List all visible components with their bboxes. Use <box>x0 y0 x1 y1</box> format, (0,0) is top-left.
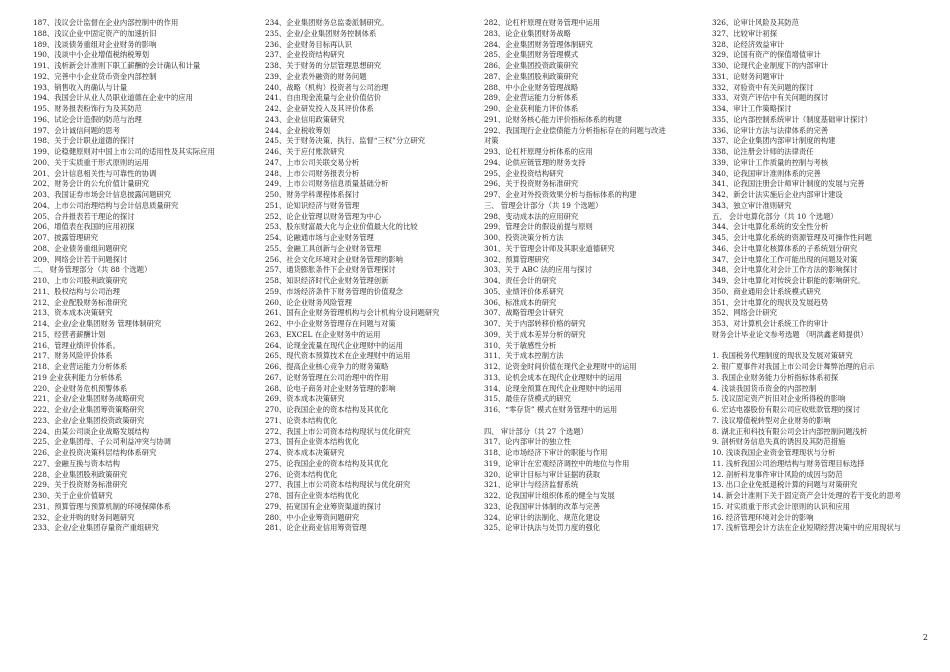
list-item: 303、关于 ABC 法的应用与探讨 <box>484 265 592 275</box>
list-item: 264、论现金流量在现代企业理财中的运用 <box>265 340 403 350</box>
list-item: 204、上市公司治理结构与会计信息质量研究 <box>33 200 179 210</box>
list-item: 194、我国会计从业人员职业道德在企业中的应用 <box>33 93 193 103</box>
list-item: 197、会计诚信问题的思考 <box>33 125 120 135</box>
list-item: 254、论融通市场与企业财务管理 <box>265 233 374 242</box>
list-item: 二、 财务管理部分（共 88 个选题） <box>33 265 152 275</box>
list-item: 327、比较审计初探 <box>712 28 778 38</box>
list-item: 289、企业营运能力分析体系 <box>484 93 579 103</box>
list-item: 328、论经济效益审计 <box>712 39 785 49</box>
list-item: 269、资本成本决策研究 <box>265 394 345 404</box>
list-item: 7. 浅议增值税转型对企业财务的影响 <box>712 415 831 425</box>
list-item: 346、会计电算化核算体系的子系统划分研究 <box>712 243 858 253</box>
list-item: 对策 <box>484 136 499 146</box>
list-item: 339、论审计工作质量的控制与考核 <box>712 157 829 167</box>
list-item: 271、论资本结构优化 <box>265 415 338 425</box>
list-item: 212、企业配股财务标准研究 <box>33 297 128 307</box>
list-item: 280、中小企业筹资问题研究 <box>265 512 360 522</box>
page-number: 2 <box>922 633 928 642</box>
list-item: 279、拓宽国有企业筹资渠道的探讨 <box>265 501 382 511</box>
list-item: 196、试论会计造假的防范与治理 <box>33 114 142 124</box>
list-item: 266、提高企业核心竞争力的财务策略 <box>265 362 389 371</box>
list-item: 231、预算管理与预算机制的环境保障体系 <box>33 501 171 511</box>
list-item: 294、论供应链管理的财务支持 <box>484 157 586 167</box>
list-item: 311、关于成本控制方法 <box>484 351 564 361</box>
list-item: 9. 剖析财务信息失真的诱因及其防范措施 <box>712 437 846 447</box>
list-item: 11. 浅析我国公司治理结构与财务管理目标选择 <box>712 458 865 468</box>
list-item: 222、企业/企业集团筹资策略研究 <box>33 405 145 414</box>
list-item: 218、企业营运能力分析体系 <box>33 362 128 371</box>
list-item: 207、披露管理研究 <box>33 233 99 242</box>
list-item: 342、新会计法实施后企业内部审计建设 <box>712 190 843 199</box>
list-item: 203、我国证券市场会计信息披露问题研究 <box>33 190 171 199</box>
list-item: 283、论企业集团财务战略 <box>484 28 571 38</box>
list-item: 210、上市公司股利政策研究 <box>33 276 128 285</box>
list-item: 229、关于投资财务标准研究 <box>33 480 128 490</box>
list-item: 253、股东财富最大化与企业价值最大化的比较 <box>265 222 418 232</box>
list-item: 284、企业集团财务管理体制研究 <box>484 39 593 49</box>
list-item: 230、关于企业价值研究 <box>33 491 113 500</box>
list-item: 299、管理会计的假设前提与原则 <box>484 222 593 232</box>
list-item: 290、企业获利能力评价体系 <box>484 104 579 113</box>
list-item: 313、论机会成本在现代企业理财中的运用 <box>484 372 622 382</box>
list-item: 319、论审计在宏观经济调控中的地位与作用 <box>484 458 630 468</box>
text-column-3 <box>484 18 729 534</box>
list-item: 224、由某公司谈企业战略发展结构 <box>33 426 150 436</box>
list-item: 198、关于会计职业道德的探讨 <box>33 136 135 146</box>
list-item: 261、国有企业财务管理机构与会计机构分设问题研究 <box>265 308 440 318</box>
list-item: 291、论财务核心能力评价指标体系的构建 <box>484 114 622 124</box>
list-item: 272、我国上市公司资本结构现状与优化研究 <box>265 426 411 436</box>
list-item: 312、论资金时间价值在现代企业理财中的运用 <box>484 362 637 371</box>
list-item: 295、企业投资结构研究 <box>484 168 564 178</box>
list-item: 226、企业投资决策科层结构体系研究 <box>33 448 157 457</box>
list-item: 307、战略管理会计研究 <box>484 308 564 318</box>
list-item: 8. 湖北正和科技有限公司会计内部控制问题浅析 <box>712 426 868 436</box>
list-item: 187、浅议会计监督在企业内部控制中的作用 <box>33 18 179 27</box>
list-item: 332、对验资中有关问题的探讨 <box>712 82 814 92</box>
text-column-4 <box>712 18 944 534</box>
list-item: 四、 审计部分（共 27 个选题） <box>484 426 588 436</box>
list-item: 248、上市公司财务报表分析 <box>265 168 360 178</box>
list-item: 244、企业税收筹划 <box>265 125 331 135</box>
list-item: 17. 浅析管理会计方法在企业短期经营决策中的应用现状与 <box>712 523 902 533</box>
list-item: 188、浅议企业中固定资产的加速折旧 <box>33 28 157 38</box>
list-item: 338、论注册会计师的法律责任 <box>712 147 814 156</box>
list-item: 256、社会文化环境对企业财务管理的影响 <box>265 254 403 264</box>
list-item: 318、论市场经济下审计的职能与作用 <box>484 448 608 457</box>
list-item: 202、财务会计的公允价值计量研究 <box>33 179 150 189</box>
list-item: 325、论审计执法与处罚力度的强化 <box>484 523 601 533</box>
list-item: 236、企业财务目标再认识 <box>265 39 352 49</box>
list-item: 220、企业财务危机预警体系 <box>33 383 128 393</box>
list-item: 225、企业集团母、子公司利益冲突与协调 <box>33 437 171 447</box>
list-item: 352、网络会计研究 <box>712 308 778 318</box>
list-item: 305、业绩评价体系研究 <box>484 286 564 296</box>
list-item: 281、论企业商业信用筹资管理 <box>265 523 367 533</box>
list-item: 287、企业集团股利政策研究 <box>484 71 579 81</box>
list-item: 191、浅析新会计准则下职工薪酬的会计确认和计量 <box>33 61 201 70</box>
list-item: 353、对计算机会计系统工作的审计 <box>712 319 829 328</box>
list-item: 财务会计毕业论文参考选题 （明洪鑫老师提供） <box>712 329 868 339</box>
list-item: 298、变动成本法的应用研究 <box>484 211 579 221</box>
list-item: 201、会计信息相关性与可靠性的协调 <box>33 168 157 178</box>
text-column-2 <box>265 18 490 534</box>
list-item: 239、企业表外融资的财务问题 <box>265 71 367 81</box>
list-item: 341、论我国注册会计师审计制度的发展与完善 <box>712 179 865 189</box>
list-item: 223、企业/企业集团投资政策研究 <box>33 415 145 425</box>
list-item: 211、股权结构与公司治理 <box>33 286 120 296</box>
list-item: 257、通货膨胀条件下企业财务管理探讨 <box>265 265 396 275</box>
list-item: 3. 我国企业财务能力分析指标体系初探 <box>712 372 839 382</box>
list-item: 345、会计电算化系统的资源管理及可操作性问题 <box>712 233 872 242</box>
list-item: 334、审计工作策略探讨 <box>712 104 792 113</box>
list-item: 265、现代资本预算技术在企业理财中的运用 <box>265 351 411 361</box>
list-item: 237、企业投资结构研究 <box>265 50 345 60</box>
list-item: 五、 会计电算化部分（共 10 个选题） <box>712 211 838 221</box>
list-item: 249、上市公司财务信息质量基础分析 <box>265 179 389 189</box>
list-item: 192、完善中小企业货币资金内部控制 <box>33 71 157 81</box>
list-item: 350、商业通用会计系统模式研究 <box>712 286 821 296</box>
text-column-1 <box>33 18 261 534</box>
list-item: 246、关于应付账款研究 <box>265 147 345 156</box>
list-item: 268、论电子商务对企业财务管理的影响 <box>265 383 396 393</box>
list-item: 302、预算管理研究 <box>484 254 550 264</box>
list-item: 263、EXCEL 在企业财务中的运用 <box>265 329 381 339</box>
list-item: 344、会计电算化系统的安全性分析 <box>712 222 829 232</box>
list-item: 215、经营者薪酬计划 <box>33 329 106 339</box>
list-item: 317、论内部审计的独立性 <box>484 437 571 447</box>
list-item: 252、论企业管理以财务管理为中心 <box>265 211 382 221</box>
list-item: 5. 浅议固定资产折旧对企业所得税的影响 <box>712 394 846 404</box>
list-item: 335、论内部控制系统审计（制度基础审计探讨） <box>712 114 872 124</box>
list-item <box>712 341 944 352</box>
list-item: 307、关于内部转移价格的研究 <box>484 319 586 328</box>
list-item: 221、企业/企业集团财务战略研究 <box>33 394 145 404</box>
list-item: 314、论现金预算在现代企业理财中的运用 <box>484 383 622 393</box>
list-item: 320、论审计目标与审计证据的获取 <box>484 469 601 479</box>
list-item: 255、金融工具创新与企业财务管理 <box>265 243 382 253</box>
list-item: 16. 经济管理环境对会计的影响 <box>712 512 814 522</box>
list-item: 三、 管理会计部分（共 19 个选题） <box>484 200 603 210</box>
list-item: 227、金融互换与资本结构 <box>33 458 120 468</box>
list-item: 243、企业信用政策研究 <box>265 114 345 124</box>
list-item: 293、论杠杆原理分析体系的应用 <box>484 147 593 156</box>
list-item: 270、论我国企业的资本结构及其优化 <box>265 405 389 414</box>
list-item: 275、论我国企业的资本结构及其优化 <box>265 458 389 468</box>
list-item: 15. 对实质重于形式会计原则的认识和应用 <box>712 501 850 511</box>
list-item: 13. 出口企业免抵退税计算的问题与对策研究 <box>712 480 858 490</box>
list-item: 304、责任会计的研究 <box>484 276 557 285</box>
list-item: 219 企业获利能力分析体系 <box>33 372 123 382</box>
list-item: 259、市场经济条件下财务管理的价值观念 <box>265 286 403 296</box>
list-item: 323、论我国审计体制的改革与完善 <box>484 501 601 511</box>
list-item: 336、论审计方法与法律体系的完善 <box>712 125 829 135</box>
list-item: 217、财务风险评价体系 <box>33 351 113 361</box>
list-item: 347、会计电算化工作可能出现的问题及对策 <box>712 254 858 264</box>
list-item: 309、关于成本差异分析的研究 <box>484 329 586 339</box>
list-item: 12. 剖析科龙事件审计风险的成因与防范 <box>712 469 843 479</box>
list-item: 235、企业/企业集团财务控制体系 <box>265 28 377 38</box>
list-item: 262、中小企业财务管理存在问题与对策 <box>265 319 396 328</box>
list-item: 315、最佳存货模式的研究 <box>484 394 571 404</box>
list-item: 260、论企业财务风险管理 <box>265 297 352 307</box>
list-item: 209、网络会计若干问题探讨 <box>33 254 128 264</box>
list-item: 206、增值表在我国的应用初探 <box>33 222 135 232</box>
list-item: 306、标准成本的研究 <box>484 297 557 307</box>
list-item: 189、浅谈债务重组对企业财务的影响 <box>33 39 157 49</box>
list-item: 234、企业集团财务总监委派制研究。 <box>265 18 389 27</box>
list-item: 232、企业并购的财务问题研究 <box>33 512 135 522</box>
list-item: 10. 浅谈我国企业资金管理现状与分析 <box>712 448 836 457</box>
list-item: 199、论稳健原则对中国上市公司的适用性及其实际应用 <box>33 147 215 156</box>
list-item: 241、自由现金流量与企业价值估价 <box>265 93 382 103</box>
list-item: 276、论资本结构优化 <box>265 469 338 479</box>
list-item: 240、战略（机构）投资者与公司治理 <box>265 82 389 92</box>
list-item: 310、关于敏感性分析 <box>484 340 557 350</box>
list-item: 321、论审计与经济监督系统 <box>484 480 579 490</box>
list-item: 324、论审计的法制化、规范化建设 <box>484 512 601 522</box>
list-item: 349、会计电算化对传统会计职能的影响研究。 <box>712 276 865 285</box>
list-item: 228、企业集团股利政策研究 <box>33 469 128 479</box>
list-item: 301、关于管理会计师及其职业道德研究 <box>484 243 615 253</box>
list-item: 250、财务学科课程体系探讨 <box>265 190 360 199</box>
list-item: 6. 宏达电器股份有限公司应收账款管理的探讨 <box>712 405 860 414</box>
list-item: 278、国有企业资本结构优化 <box>265 491 360 500</box>
list-item: 277、我国上市公司资本结构现状与优化研究 <box>265 480 411 490</box>
list-item: 1. 我国税务代理制度的现状及发展对策研究 <box>712 351 853 361</box>
list-item: 292、我国现行企业偿债能力分析指标存在的问题与改进 <box>484 125 666 135</box>
list-item: 245、关于财务决策、执行、监督“三权”分立研究 <box>265 136 426 146</box>
list-item: 233、企业/企业集团存量资产重组研究 <box>33 523 159 533</box>
list-item: 282、论杠杆原理在财务管理中运用 <box>484 18 601 27</box>
list-item: 238、关于财务的分层管理思想研究 <box>265 61 382 70</box>
list-item: 337、论企业集团内部审计制度的构建 <box>712 136 836 146</box>
list-item: 274、资本成本决策研究 <box>265 448 345 457</box>
list-item: 297、企业对外投资效果分析与指标体系的构建 <box>484 190 637 199</box>
list-item: 200、关于实质重于形式原则的运用 <box>33 157 150 167</box>
list-item: 330、论现代企业制度下的内部审计 <box>712 61 829 70</box>
list-item: 273、国有企业资本结构优化 <box>265 437 360 447</box>
list-item: 326、论审计风险及其防范 <box>712 18 799 27</box>
list-item: 242、企业研发投入及其评价体系 <box>265 104 374 113</box>
list-item: 4. 浅谈我国货币资金的内部控制 <box>712 383 817 393</box>
list-item: 258、知识经济时代企业财务管理创新 <box>265 276 389 285</box>
list-item: 205、合并报表若干理论的探讨 <box>33 211 135 221</box>
list-item: 267、论财务管理在公司治理中的作用 <box>265 372 389 382</box>
list-item: 216、管理业绩评价体系。 <box>33 340 120 350</box>
list-item: 343、独立审计准则研究 <box>712 200 792 210</box>
list-item: 286、企业集团投资政策研究 <box>484 61 579 70</box>
list-item: 331、论财务问题审计 <box>712 71 785 81</box>
list-item: 214、企业/企业集团财务 管理体制研究 <box>33 319 162 328</box>
list-item: 351、会计电算化的现状及发展趋势 <box>712 297 829 307</box>
list-item: 195、财务报表粉饰行为及其防范 <box>33 104 142 113</box>
list-item: 251、论知识经济与财务管理 <box>265 200 360 210</box>
list-item: 193、销售收入的确认与计量 <box>33 82 128 92</box>
list-item: 213、资本成本决策研究 <box>33 308 113 318</box>
list-item: 340、论我国审计准则体系的完善 <box>712 168 821 178</box>
list-item: 190、浅谈中小企业增值税纳税筹划 <box>33 50 150 60</box>
list-item: 285、企业集团财务管理模式 <box>484 50 579 60</box>
list-item: 296、关于投资财务标准研究 <box>484 179 579 189</box>
list-item: 333、对资产评估中有关问题的探讨 <box>712 93 829 103</box>
list-item: 2. 银广夏事件对我国上市公司会计舞弊治理的启示 <box>712 362 875 371</box>
list-item: 247、上市公司关联交易分析 <box>265 157 360 167</box>
list-item: 329、论国有资产的保值增值审计 <box>712 50 821 60</box>
list-item: 348、会计电算化对会计工作方法的影响探讨 <box>712 265 858 275</box>
list-item: 300、投资决策分析方法 <box>484 233 564 242</box>
list-item: 288、中小企业财务管理战略 <box>484 82 579 92</box>
list-item: 14. 新会计准则下关于固定资产会计处理的若干变化的思考 <box>712 491 902 500</box>
list-item <box>484 416 729 427</box>
list-item: 208、企业债务重组问题研究 <box>33 243 128 253</box>
list-item: 316、“零存货” 模式在财务管理中的运用 <box>484 405 618 414</box>
list-item: 322、论我国审计组织体系的健全与发展 <box>484 491 615 500</box>
